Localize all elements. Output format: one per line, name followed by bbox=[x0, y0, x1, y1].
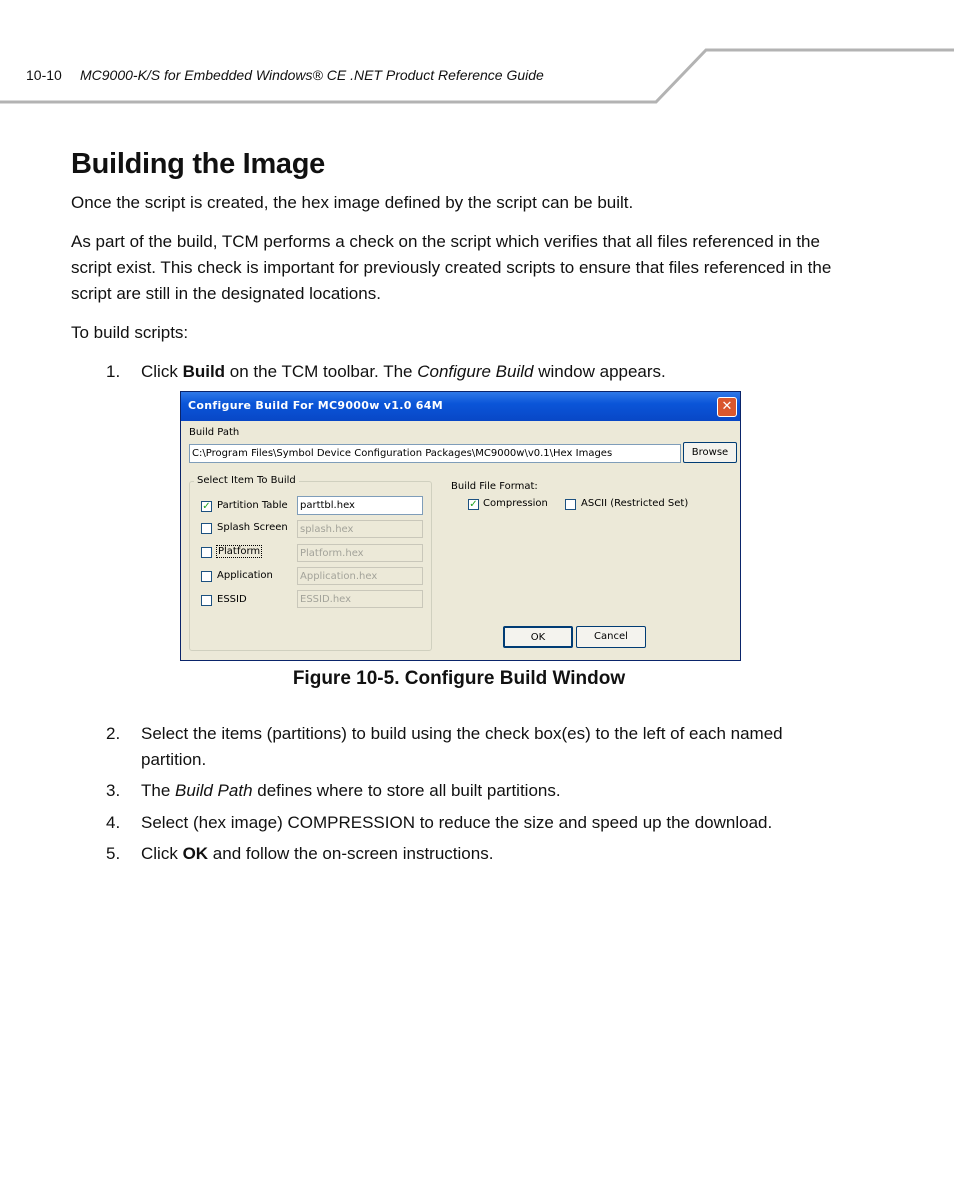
compression-label: Compression bbox=[483, 498, 548, 509]
platform-label: Platform bbox=[218, 546, 261, 557]
build-file-format-label: Build File Format: bbox=[451, 481, 538, 492]
select-item-group-label: Select Item To Build bbox=[194, 475, 299, 486]
ascii-label: ASCII (Restricted Set) bbox=[581, 498, 689, 509]
platform-checkbox[interactable] bbox=[201, 547, 212, 558]
intro-paragraph: Once the script is created, the hex image defined by the script can be built. bbox=[71, 193, 634, 212]
build-path-label: Build Path bbox=[189, 427, 240, 438]
platform-input: Platform.hex bbox=[297, 544, 423, 562]
dialog-title: Configure Build For MC9000w v1.0 64M bbox=[188, 399, 443, 412]
application-label: Application bbox=[217, 570, 273, 581]
application-input: Application.hex bbox=[297, 567, 423, 585]
figure-caption: Figure 10-5. Configure Build Window bbox=[292, 668, 626, 689]
running-header-title: MC9000-K/S for Embedded Windows® CE .NET Product Reference Guide bbox=[80, 67, 544, 83]
page-number: 10-10 bbox=[26, 67, 62, 83]
splash-screen-label: Splash Screen bbox=[217, 522, 288, 533]
step-text: Click OK and follow the on-screen instructions. bbox=[141, 844, 494, 863]
header-tab-shape bbox=[0, 0, 954, 110]
step-number: 2. bbox=[106, 724, 121, 743]
section-title: Building the Image bbox=[71, 148, 326, 180]
application-checkbox[interactable] bbox=[201, 571, 212, 582]
step-text: Click Build on the TCM toolbar. The Configure Build window appears. bbox=[141, 362, 666, 381]
close-icon[interactable]: ✕ bbox=[717, 397, 737, 417]
essid-input: ESSID.hex bbox=[297, 590, 423, 608]
splash-screen-checkbox[interactable] bbox=[201, 523, 212, 534]
build-check-paragraph: As part of the build, TCM performs a check on the script which verifies that all files referenced in the script exist. This check is important for previously created scripts to ensure that files referenced in the script are still in the designated locations. bbox=[71, 232, 832, 303]
step-2 bbox=[106, 721, 846, 773]
compression-checkbox[interactable]: ✓ bbox=[469, 499, 478, 510]
configure-build-dialog bbox=[180, 391, 741, 661]
step-number: 3. bbox=[106, 781, 121, 800]
splash-screen-input: splash.hex bbox=[297, 520, 423, 538]
essid-checkbox[interactable] bbox=[201, 595, 212, 606]
step-text: Select the items (partitions) to build using the check box(es) to the left of each named partition. bbox=[141, 724, 783, 769]
partition-table-checkbox[interactable]: ✓ bbox=[202, 501, 211, 512]
ascii-checkbox[interactable] bbox=[565, 499, 576, 510]
build-path-input[interactable]: C:\Program Files\Symbol Device Configuration Packages\MC9000w\v0.1\Hex Images bbox=[189, 444, 681, 463]
step-text: The Build Path defines where to store all built partitions. bbox=[141, 781, 561, 800]
partition-table-label: Partition Table bbox=[217, 500, 288, 511]
ok-button[interactable]: OK bbox=[503, 626, 573, 648]
step-number: 1. bbox=[106, 362, 121, 381]
step-number: 5. bbox=[106, 844, 121, 863]
step-number: 4. bbox=[106, 813, 121, 832]
to-build-paragraph: To build scripts: bbox=[71, 323, 189, 342]
step-text: Select (hex image) COMPRESSION to reduce the size and speed up the download. bbox=[141, 813, 773, 832]
partition-table-input[interactable]: parttbl.hex bbox=[297, 496, 423, 515]
dialog-titlebar[interactable] bbox=[181, 392, 740, 421]
browse-button[interactable]: Browse bbox=[683, 442, 737, 463]
cancel-button[interactable]: Cancel bbox=[576, 626, 646, 648]
essid-label: ESSID bbox=[217, 594, 247, 605]
